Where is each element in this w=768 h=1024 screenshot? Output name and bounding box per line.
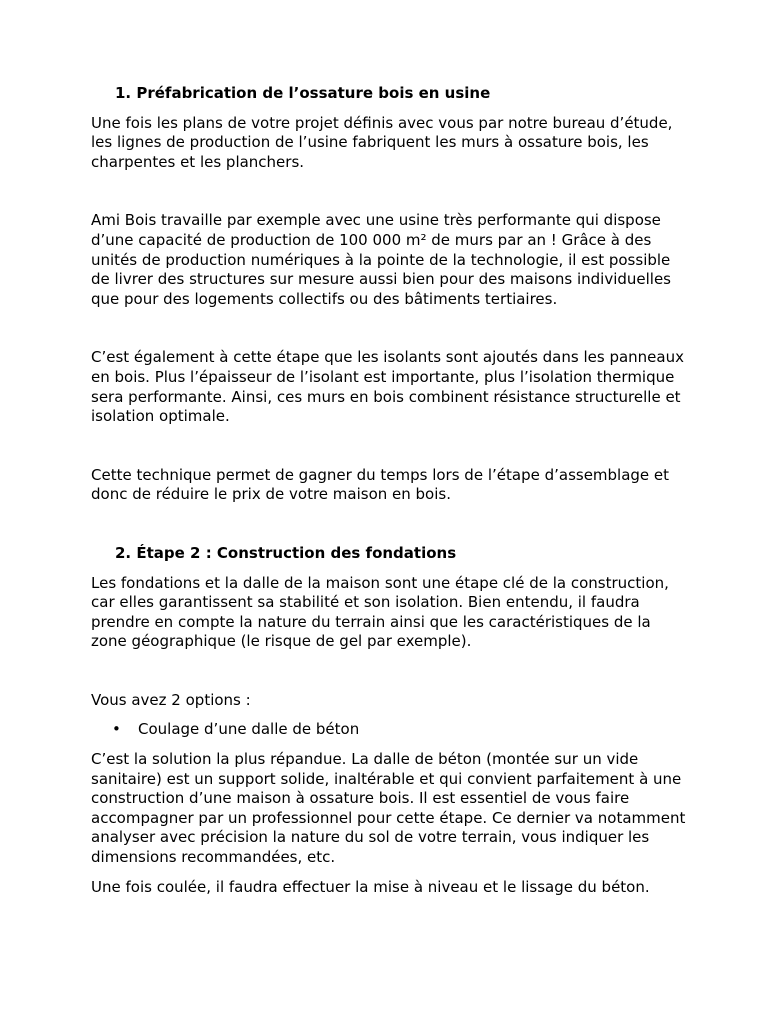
section-1-paragraph-1: Une fois les plans de votre projet définis avec vous par notre bureau d’étude, les lignes de production de l’usine fabriquent les murs à ossature bois, les charpentes et les planchers. xyxy=(91,113,673,171)
section-2-paragraph-2: Une fois coulée, il faudra effectuer la mise à niveau et le lissage du béton. xyxy=(91,877,650,896)
document-content xyxy=(91,84,691,897)
section-1-heading: 1. Préfabrication de l’ossature bois en usine xyxy=(115,84,491,102)
options-intro: Vous avez 2 options : xyxy=(91,690,251,709)
paragraph-spacer xyxy=(91,309,691,348)
bullet-icon: • xyxy=(112,720,121,739)
bullet-list-item xyxy=(91,720,691,740)
section-2-intro: Les fondations et la dalle de la maison sont une étape clé de la construction, car elles garantissent sa stabilité et son isolation. Bien entendu, il faudra prendre en compte la nature du terrain ainsi que les caractéristiques de la zone géographique (le risque de gel par exemple). xyxy=(91,573,669,651)
paragraph-spacer xyxy=(91,868,691,878)
paragraph-spacer xyxy=(91,710,691,720)
bullet-item-text: Coulage d’une dalle de béton xyxy=(138,720,360,739)
paragraph-spacer xyxy=(91,172,691,211)
section-2-heading: 2. Étape 2 : Construction des fondations xyxy=(115,543,457,562)
section-1-paragraph-2: Ami Bois travaille par exemple avec une usine très performante qui dispose d’une capacité de production de 100 000 m² de murs par an ! Grâce à des unités de production numériques à la pointe de la technologie, il est possible de livrer des structures sur mesure aussi bien pour des maisons individuelles que pour des logements collectifs ou des bâtiments tertiaires. xyxy=(91,211,671,308)
paragraph-spacer xyxy=(91,505,691,544)
paragraph-spacer xyxy=(91,427,691,466)
section-1-paragraph-3: C’est également à cette étape que les isolants sont ajoutés dans les panneaux en bois. Plus l’épaisseur de l’isolant est importante, plus l’isolation thermique sera performante. Ainsi, ces murs en bois combinent résistance structurelle et isolation optimale. xyxy=(91,348,684,426)
paragraph-spacer xyxy=(91,652,691,691)
section-2-paragraph-1: C’est la solution la plus répandue. La dalle de béton (montée sur un vide sanitaire) est un support solide, inaltérable et qui convient parfaitement à une construction d’une maison à ossature bois. Il est essentiel de vous faire accompagner par un professionnel pour cette étape. Ce dernier va notamment analyser avec précision la nature du sol de votre terrain, vous indiquer les dimensions recommandées, etc. xyxy=(91,750,686,867)
section-1-paragraph-4: Cette technique permet de gagner du temps lors de l’étape d’assemblage et donc de réduire le prix de votre maison en bois. xyxy=(91,465,670,504)
